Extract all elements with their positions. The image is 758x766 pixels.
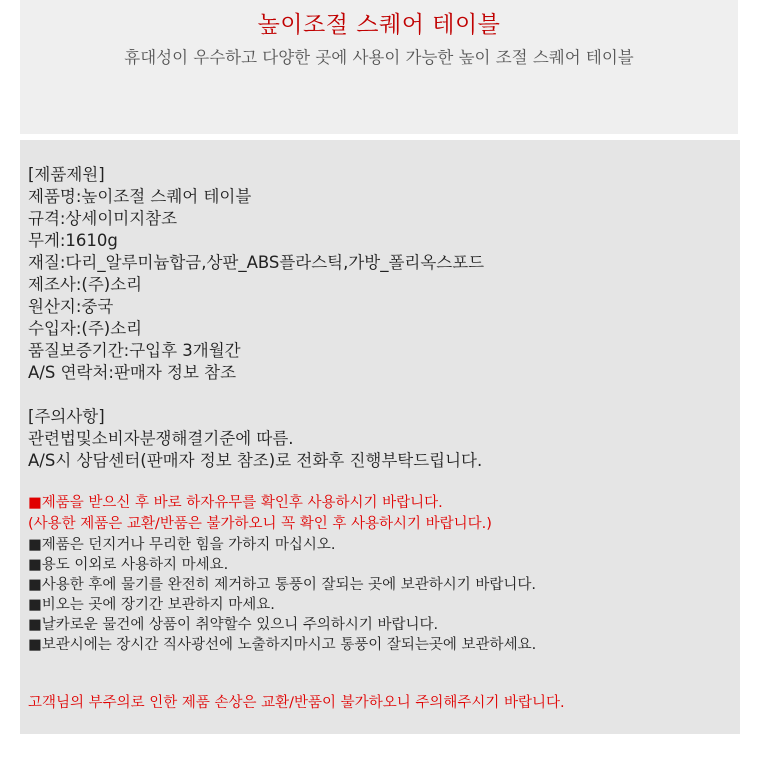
spec-manufacturer: 제조사:(주)소리 [28,275,143,294]
warning-item: ■제품은 던지거나 무리한 힘을 가하지 마십시오. [28,537,336,553]
spec-material: 재질:다리_알루미늄합금,상판_ABS플라스틱,가방_폴리옥스포드 [28,253,485,272]
spec-product-name: 제품명:높이조절 스퀘어 테이블 [28,187,252,206]
caution-law: 관련법및소비자분쟁해결기준에 따름. [28,429,294,448]
product-info-box [20,140,740,734]
warning-item: ■용도 이외로 사용하지 마세요. [28,557,229,573]
spec-size: 규격:상세이미지참조 [28,209,178,228]
spec-importer: 수입자:(주)소리 [28,319,143,338]
footer-notice: 고객님의 부주의로 인한 제품 손상은 교환/반품이 불가하오니 주의해주시기 바랍니다. [28,695,565,711]
warning-item: ■사용한 후에 물기를 완전히 제거하고 통풍이 잘되는 곳에 보관하시기 바랍니다. [28,577,537,593]
caution-heading: [주의사항] [28,407,105,426]
page-title: 높이조절 스퀘어 테이블 [257,12,501,38]
warning-red-check: ■제품을 받으신 후 바로 하자유무를 확인후 사용하시기 바랍니다. [28,495,443,511]
warning-item: ■보관시에는 장시간 직사광선에 노출하지마시고 통풍이 잘되는곳에 보관하세요. [28,637,537,653]
spec-warranty: 품질보증기간:구입후 3개월간 [28,341,241,360]
header-banner [20,0,738,134]
caution-as: A/S시 상담센터(판매자 정보 참조)로 전화후 진행부탁드립니다. [28,451,483,470]
spec-origin: 원산지:중국 [28,297,114,316]
spec-as-contact: A/S 연락처:판매자 정보 참조 [28,363,237,382]
warning-item: ■날카로운 물건에 상품이 취약할수 있으니 주의하시기 바랍니다. [28,617,439,633]
page-subtitle: 휴대성이 우수하고 다양한 곳에 사용이 가능한 높이 조절 스퀘어 테이블 [124,48,634,67]
specs-heading: [제품제원] [28,165,105,184]
spec-weight: 무게:1610g [28,231,118,250]
warning-red-no-return: (사용한 제품은 교환/반품은 불가하오니 꼭 확인 후 사용하시기 바랍니다.) [28,516,492,532]
warning-item: ■비오는 곳에 장기간 보관하지 마세요. [28,597,275,613]
